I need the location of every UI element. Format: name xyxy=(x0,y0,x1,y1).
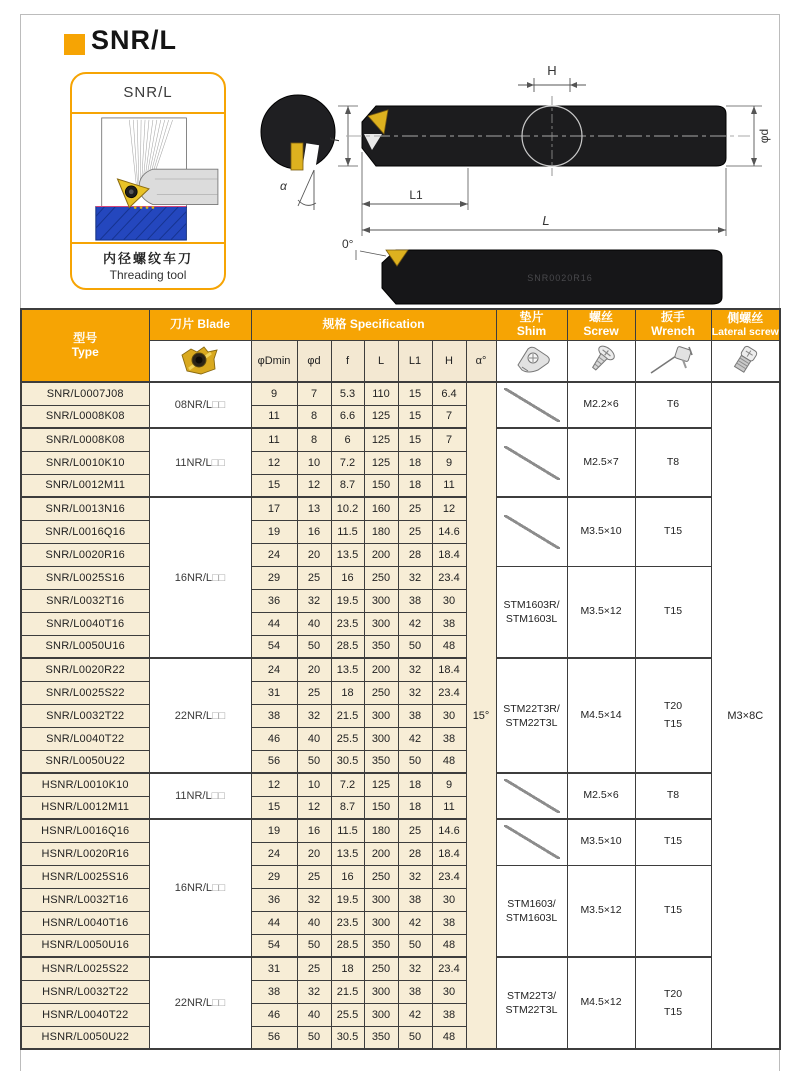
spec-cell-h: 30 xyxy=(432,980,466,1003)
spec-cell-f: 21.5 xyxy=(331,980,364,1003)
spec-cell-f: 19.5 xyxy=(331,888,364,911)
spec-cell-l: 200 xyxy=(364,543,398,566)
spec-cell-d: 32 xyxy=(297,704,331,727)
spec-cell-f: 16 xyxy=(331,566,364,589)
caption-english: Threading tool xyxy=(109,268,187,282)
spec-cell-f: 23.5 xyxy=(331,911,364,934)
col-d: φd xyxy=(297,341,331,383)
spec-cell-d: 40 xyxy=(297,612,331,635)
col-l1: L1 xyxy=(398,341,432,383)
spec-cell-dmin: 12 xyxy=(251,451,297,474)
blade-group-cell: 11NR/L□□ xyxy=(149,428,251,497)
shim-cell xyxy=(496,819,567,865)
spec-cell-d: 25 xyxy=(297,566,331,589)
type-cell: SNR/L0020R22 xyxy=(21,658,149,681)
spec-cell-f: 23.5 xyxy=(331,612,364,635)
table-row xyxy=(21,819,780,842)
spec-cell-dmin: 44 xyxy=(251,612,297,635)
header-wrench: 扳手 Wrench xyxy=(635,309,711,341)
spec-cell-l1: 18 xyxy=(398,474,432,497)
spec-cell-l: 350 xyxy=(364,1026,398,1049)
type-cell: HSNR/L0040T22 xyxy=(21,1003,149,1026)
type-cell: HSNR/L0012M11 xyxy=(21,796,149,819)
spec-cell-h: 23.4 xyxy=(432,566,466,589)
header-type-en: Type xyxy=(71,344,99,359)
spec-cell-l: 110 xyxy=(364,382,398,405)
alpha-label: α xyxy=(280,179,287,193)
spec-cell-h: 38 xyxy=(432,727,466,750)
spec-cell-dmin: 11 xyxy=(251,405,297,428)
spec-cell-l1: 38 xyxy=(398,980,432,1003)
wrench-cell: T8 xyxy=(635,428,711,497)
spec-cell-dmin: 56 xyxy=(251,750,297,773)
spec-cell-l: 300 xyxy=(364,980,398,1003)
spec-cell-h: 30 xyxy=(432,888,466,911)
blade-icon xyxy=(149,341,251,383)
type-cell: HSNR/L0016Q16 xyxy=(21,819,149,842)
spec-cell-h: 12 xyxy=(432,497,466,520)
spec-cell-d: 20 xyxy=(297,658,331,681)
lateral-screw-icon xyxy=(711,341,780,383)
spec-cell-h: 7 xyxy=(432,428,466,451)
spec-cell-d: 40 xyxy=(297,911,331,934)
shim-cell xyxy=(496,382,567,428)
bar-marking: SNR0020R16 xyxy=(527,273,593,283)
col-l: L xyxy=(364,341,398,383)
spec-cell-l: 125 xyxy=(364,428,398,451)
spec-cell-l1: 50 xyxy=(398,750,432,773)
screw-cell: M4.5×14 xyxy=(567,658,635,773)
header-lateral-screw: 侧螺丝 Lateral screw xyxy=(711,309,780,341)
spec-cell-dmin: 9 xyxy=(251,382,297,405)
spec-cell-f: 18 xyxy=(331,681,364,704)
spec-cell-f: 25.5 xyxy=(331,727,364,750)
spec-cell-l1: 18 xyxy=(398,796,432,819)
spec-cell-d: 12 xyxy=(297,796,331,819)
type-cell: HSNR/L0025S16 xyxy=(21,865,149,888)
spec-cell-l: 125 xyxy=(364,773,398,796)
h-label: H xyxy=(547,63,557,78)
spec-cell-d: 32 xyxy=(297,980,331,1003)
type-cell: SNR/L0040T16 xyxy=(21,612,149,635)
spec-cell-dmin: 29 xyxy=(251,865,297,888)
blade-group-cell: 22NR/L□□ xyxy=(149,957,251,1049)
threading-tool-image xyxy=(74,114,222,242)
spec-cell-d: 40 xyxy=(297,727,331,750)
spec-cell-dmin: 31 xyxy=(251,957,297,980)
spec-cell-f: 5.3 xyxy=(331,382,364,405)
spec-cell-l: 250 xyxy=(364,681,398,704)
spec-cell-l: 300 xyxy=(364,612,398,635)
spec-cell-l: 150 xyxy=(364,474,398,497)
spec-cell-d: 16 xyxy=(297,819,331,842)
spec-cell-l1: 50 xyxy=(398,1026,432,1049)
type-cell: HSNR/L0032T22 xyxy=(21,980,149,1003)
spec-cell-l: 300 xyxy=(364,589,398,612)
spec-cell-f: 13.5 xyxy=(331,842,364,865)
spec-cell-l: 300 xyxy=(364,1003,398,1026)
spec-cell-h: 9 xyxy=(432,773,466,796)
type-cell: HSNR/L0020R16 xyxy=(21,842,149,865)
spec-cell-f: 18 xyxy=(331,957,364,980)
product-card xyxy=(70,72,226,290)
spec-cell-f: 13.5 xyxy=(331,658,364,681)
spec-cell-h: 30 xyxy=(432,589,466,612)
spec-cell-dmin: 38 xyxy=(251,704,297,727)
spec-cell-d: 50 xyxy=(297,1026,331,1049)
screw-cell: M2.5×7 xyxy=(567,428,635,497)
spec-cell-l: 200 xyxy=(364,658,398,681)
spec-cell-l1: 38 xyxy=(398,589,432,612)
spec-cell-l1: 25 xyxy=(398,819,432,842)
wrench-cell: T8 xyxy=(635,773,711,819)
table-row xyxy=(21,957,780,980)
spec-cell-l: 350 xyxy=(364,635,398,658)
type-cell: HSNR/L0010K10 xyxy=(21,773,149,796)
wrench-cell: T15 xyxy=(635,819,711,865)
spec-cell-dmin: 11 xyxy=(251,428,297,451)
blade-group-cell: 08NR/L□□ xyxy=(149,382,251,428)
screw-cell: M2.5×6 xyxy=(567,773,635,819)
screw-cell: M3.5×10 xyxy=(567,497,635,566)
spec-cell-f: 7.2 xyxy=(331,773,364,796)
spec-cell-d: 20 xyxy=(297,842,331,865)
spec-cell-h: 18.4 xyxy=(432,842,466,865)
type-cell: SNR/L0008K08 xyxy=(21,428,149,451)
spec-cell-h: 48 xyxy=(432,934,466,957)
spec-cell-d: 10 xyxy=(297,451,331,474)
table-row xyxy=(21,658,780,681)
spec-cell-f: 11.5 xyxy=(331,819,364,842)
spec-cell-l1: 28 xyxy=(398,543,432,566)
spec-cell-h: 14.6 xyxy=(432,520,466,543)
threading-tool-illustration xyxy=(72,114,224,242)
spec-cell-f: 25.5 xyxy=(331,1003,364,1026)
spec-cell-l: 300 xyxy=(364,911,398,934)
spec-cell-l1: 38 xyxy=(398,704,432,727)
col-dmin: φDmin xyxy=(251,341,297,383)
spec-cell-d: 32 xyxy=(297,589,331,612)
spec-cell-f: 30.5 xyxy=(331,750,364,773)
spec-cell-h: 23.4 xyxy=(432,865,466,888)
spec-cell-l: 250 xyxy=(364,566,398,589)
spec-cell-h: 48 xyxy=(432,635,466,658)
spec-cell-h: 11 xyxy=(432,796,466,819)
table-row xyxy=(21,773,780,796)
screw-cell: M3.5×12 xyxy=(567,566,635,658)
title-bullet xyxy=(64,34,85,55)
spec-cell-dmin: 15 xyxy=(251,474,297,497)
type-cell: SNR/L0050U22 xyxy=(21,750,149,773)
spec-cell-l1: 25 xyxy=(398,520,432,543)
spec-cell-d: 16 xyxy=(297,520,331,543)
spec-cell-h: 6.4 xyxy=(432,382,466,405)
table-row xyxy=(21,382,780,405)
table-row xyxy=(21,497,780,520)
header-blade: 刀片 Blade xyxy=(149,309,251,341)
type-cell: SNR/L0016Q16 xyxy=(21,520,149,543)
spec-cell-l1: 42 xyxy=(398,1003,432,1026)
spec-cell-dmin: 19 xyxy=(251,819,297,842)
header-type xyxy=(21,309,149,382)
spec-cell-l: 350 xyxy=(364,750,398,773)
header-specification: 规格 Specification xyxy=(251,309,496,341)
spec-cell-l: 150 xyxy=(364,796,398,819)
spec-cell-l1: 38 xyxy=(398,888,432,911)
header-type-zh: 型号 xyxy=(73,330,98,345)
spec-cell-dmin: 15 xyxy=(251,796,297,819)
spec-cell-h: 9 xyxy=(432,451,466,474)
screw-cell: M3.5×12 xyxy=(567,865,635,957)
spec-cell-dmin: 31 xyxy=(251,681,297,704)
spec-cell-l1: 25 xyxy=(398,497,432,520)
type-cell: HSNR/L0050U22 xyxy=(21,1026,149,1049)
spec-cell-dmin: 36 xyxy=(251,888,297,911)
spec-cell-h: 38 xyxy=(432,911,466,934)
blade-group-cell: 16NR/L□□ xyxy=(149,497,251,658)
zero-degree-label: 0° xyxy=(342,237,354,251)
spec-cell-d: 8 xyxy=(297,405,331,428)
alpha-common-cell: 15° xyxy=(466,382,496,1049)
type-cell: SNR/L0012M11 xyxy=(21,474,149,497)
type-cell: SNR/L0008K08 xyxy=(21,405,149,428)
table-row xyxy=(21,566,780,589)
spec-cell-f: 6.6 xyxy=(331,405,364,428)
spec-cell-l1: 42 xyxy=(398,612,432,635)
spec-cell-l1: 32 xyxy=(398,865,432,888)
spec-cell-dmin: 24 xyxy=(251,543,297,566)
spec-cell-dmin: 56 xyxy=(251,1026,297,1049)
wrench-cell: T15 xyxy=(635,865,711,957)
spec-cell-f: 28.5 xyxy=(331,934,364,957)
spec-cell-dmin: 54 xyxy=(251,635,297,658)
type-cell: SNR/L0020R16 xyxy=(21,543,149,566)
spec-cell-d: 8 xyxy=(297,428,331,451)
spec-cell-l1: 32 xyxy=(398,681,432,704)
spec-cell-l: 125 xyxy=(364,451,398,474)
type-cell: HSNR/L0040T16 xyxy=(21,911,149,934)
wrench-cell: T20 T15 xyxy=(635,658,711,773)
spec-cell-f: 11.5 xyxy=(331,520,364,543)
spec-cell-f: 6 xyxy=(331,428,364,451)
spec-cell-dmin: 38 xyxy=(251,980,297,1003)
spec-cell-l: 350 xyxy=(364,934,398,957)
spec-cell-dmin: 46 xyxy=(251,1003,297,1026)
spec-cell-dmin: 12 xyxy=(251,773,297,796)
spec-cell-d: 25 xyxy=(297,865,331,888)
spec-cell-h: 23.4 xyxy=(432,957,466,980)
spec-cell-l1: 32 xyxy=(398,566,432,589)
spec-cell-l: 200 xyxy=(364,842,398,865)
spec-cell-f: 30.5 xyxy=(331,1026,364,1049)
spec-cell-l: 300 xyxy=(364,888,398,911)
spec-cell-l1: 42 xyxy=(398,727,432,750)
spec-cell-l1: 42 xyxy=(398,911,432,934)
spec-cell-d: 20 xyxy=(297,543,331,566)
shim-cell xyxy=(496,497,567,566)
spec-cell-d: 25 xyxy=(297,957,331,980)
spec-cell-l1: 18 xyxy=(398,451,432,474)
spec-cell-l: 180 xyxy=(364,520,398,543)
spec-cell-f: 19.5 xyxy=(331,589,364,612)
shim-cell xyxy=(496,773,567,819)
spec-cell-l1: 15 xyxy=(398,405,432,428)
spec-cell-d: 40 xyxy=(297,1003,331,1026)
spec-cell-d: 10 xyxy=(297,773,331,796)
l-label: L xyxy=(542,213,550,228)
spec-cell-h: 7 xyxy=(432,405,466,428)
spec-cell-h: 18.4 xyxy=(432,543,466,566)
spec-cell-f: 8.7 xyxy=(331,474,364,497)
workpiece-block xyxy=(96,207,187,240)
shim-cell: STM22T3/ STM22T3L xyxy=(496,957,567,1049)
spec-cell-h: 38 xyxy=(432,1003,466,1026)
spec-cell-h: 11 xyxy=(432,474,466,497)
shim-cell: STM1603R/ STM1603L xyxy=(496,566,567,658)
spec-cell-dmin: 44 xyxy=(251,911,297,934)
spec-table xyxy=(20,308,781,1050)
type-cell: SNR/L0025S16 xyxy=(21,566,149,589)
spec-cell-l: 250 xyxy=(364,957,398,980)
spec-cell-dmin: 24 xyxy=(251,658,297,681)
spec-cell-l: 300 xyxy=(364,704,398,727)
technical-drawing xyxy=(230,60,775,305)
spec-cell-d: 32 xyxy=(297,888,331,911)
blade-group-cell: 11NR/L□□ xyxy=(149,773,251,819)
shim-cell: STM1603/ STM1603L xyxy=(496,865,567,957)
spec-cell-l1: 50 xyxy=(398,934,432,957)
col-alpha: α° xyxy=(466,341,496,383)
spec-cell-dmin: 19 xyxy=(251,520,297,543)
spec-cell-l1: 50 xyxy=(398,635,432,658)
wrench-cell: T15 xyxy=(635,497,711,566)
spec-cell-l1: 32 xyxy=(398,658,432,681)
spec-cell-l: 125 xyxy=(364,405,398,428)
spec-cell-d: 50 xyxy=(297,934,331,957)
spec-cell-dmin: 54 xyxy=(251,934,297,957)
spec-cell-dmin: 36 xyxy=(251,589,297,612)
boring-bar-shape xyxy=(139,169,218,204)
l1-label: L1 xyxy=(409,188,423,202)
spec-cell-h: 48 xyxy=(432,750,466,773)
spec-cell-dmin: 46 xyxy=(251,727,297,750)
spec-cell-f: 16 xyxy=(331,865,364,888)
spec-cell-d: 25 xyxy=(297,681,331,704)
spec-cell-l1: 32 xyxy=(398,957,432,980)
lateral-screw-common-cell: M3×8C xyxy=(711,382,780,1049)
spec-cell-f: 8.7 xyxy=(331,796,364,819)
spec-cell-l1: 15 xyxy=(398,382,432,405)
type-cell: HSNR/L0050U16 xyxy=(21,934,149,957)
f-label: f xyxy=(328,138,342,142)
spec-cell-d: 50 xyxy=(297,750,331,773)
screw-icon xyxy=(567,341,635,383)
spec-cell-dmin: 17 xyxy=(251,497,297,520)
phi-d-label: φd xyxy=(757,128,771,144)
type-cell: SNR/L0013N16 xyxy=(21,497,149,520)
spec-cell-d: 12 xyxy=(297,474,331,497)
product-card-title: SNR/L xyxy=(72,74,224,114)
col-h: H xyxy=(432,341,466,383)
spec-cell-h: 14.6 xyxy=(432,819,466,842)
spec-cell-f: 7.2 xyxy=(331,451,364,474)
spec-cell-f: 21.5 xyxy=(331,704,364,727)
wrench-cell: T6 xyxy=(635,382,711,428)
screw-cell: M3.5×10 xyxy=(567,819,635,865)
spec-cell-h: 18.4 xyxy=(432,658,466,681)
shim-icon xyxy=(496,341,567,383)
type-cell: SNR/L0025S22 xyxy=(21,681,149,704)
type-cell: SNR/L0032T16 xyxy=(21,589,149,612)
page-title: SNR/L xyxy=(91,25,177,55)
spec-cell-h: 30 xyxy=(432,704,466,727)
spec-table-body xyxy=(21,382,780,1049)
spec-cell-h: 48 xyxy=(432,1026,466,1049)
screw-cell: M2.2×6 xyxy=(567,382,635,428)
spec-cell-d: 50 xyxy=(297,635,331,658)
blade-group-cell: 16NR/L□□ xyxy=(149,819,251,957)
end-view-insert xyxy=(291,143,303,170)
spec-cell-f: 28.5 xyxy=(331,635,364,658)
spec-cell-dmin: 29 xyxy=(251,566,297,589)
spec-cell-l: 300 xyxy=(364,727,398,750)
spec-cell-l1: 28 xyxy=(398,842,432,865)
caption-chinese: 内径螺纹车刀 xyxy=(102,251,193,266)
spec-cell-h: 23.4 xyxy=(432,681,466,704)
spec-cell-f: 10.2 xyxy=(331,497,364,520)
type-cell: SNR/L0007J08 xyxy=(21,382,149,405)
table-row xyxy=(21,865,780,888)
spec-cell-d: 7 xyxy=(297,382,331,405)
shim-cell xyxy=(496,428,567,497)
type-cell: SNR/L0032T22 xyxy=(21,704,149,727)
spec-cell-d: 13 xyxy=(297,497,331,520)
product-card-caption xyxy=(72,242,224,288)
type-cell: SNR/L0040T22 xyxy=(21,727,149,750)
header-screw: 螺丝 Screw xyxy=(567,309,635,341)
table-row xyxy=(21,428,780,451)
spec-cell-l: 160 xyxy=(364,497,398,520)
spec-cell-l1: 18 xyxy=(398,773,432,796)
type-cell: HSNR/L0032T16 xyxy=(21,888,149,911)
spec-cell-l: 180 xyxy=(364,819,398,842)
header-shim: 垫片 Shim xyxy=(496,309,567,341)
type-cell: HSNR/L0025S22 xyxy=(21,957,149,980)
wrench-icon xyxy=(635,341,711,383)
blade-group-cell: 22NR/L□□ xyxy=(149,658,251,773)
type-cell: SNR/L0050U16 xyxy=(21,635,149,658)
spec-cell-l: 250 xyxy=(364,865,398,888)
type-cell: SNR/L0010K10 xyxy=(21,451,149,474)
spec-cell-dmin: 24 xyxy=(251,842,297,865)
wrench-cell: T20 T15 xyxy=(635,957,711,1049)
spec-cell-h: 38 xyxy=(432,612,466,635)
col-f: f xyxy=(331,341,364,383)
screw-cell: M4.5×12 xyxy=(567,957,635,1049)
spec-cell-l1: 15 xyxy=(398,428,432,451)
shim-cell: STM22T3R/ STM22T3L xyxy=(496,658,567,773)
spec-cell-f: 13.5 xyxy=(331,543,364,566)
wrench-cell: T15 xyxy=(635,566,711,658)
